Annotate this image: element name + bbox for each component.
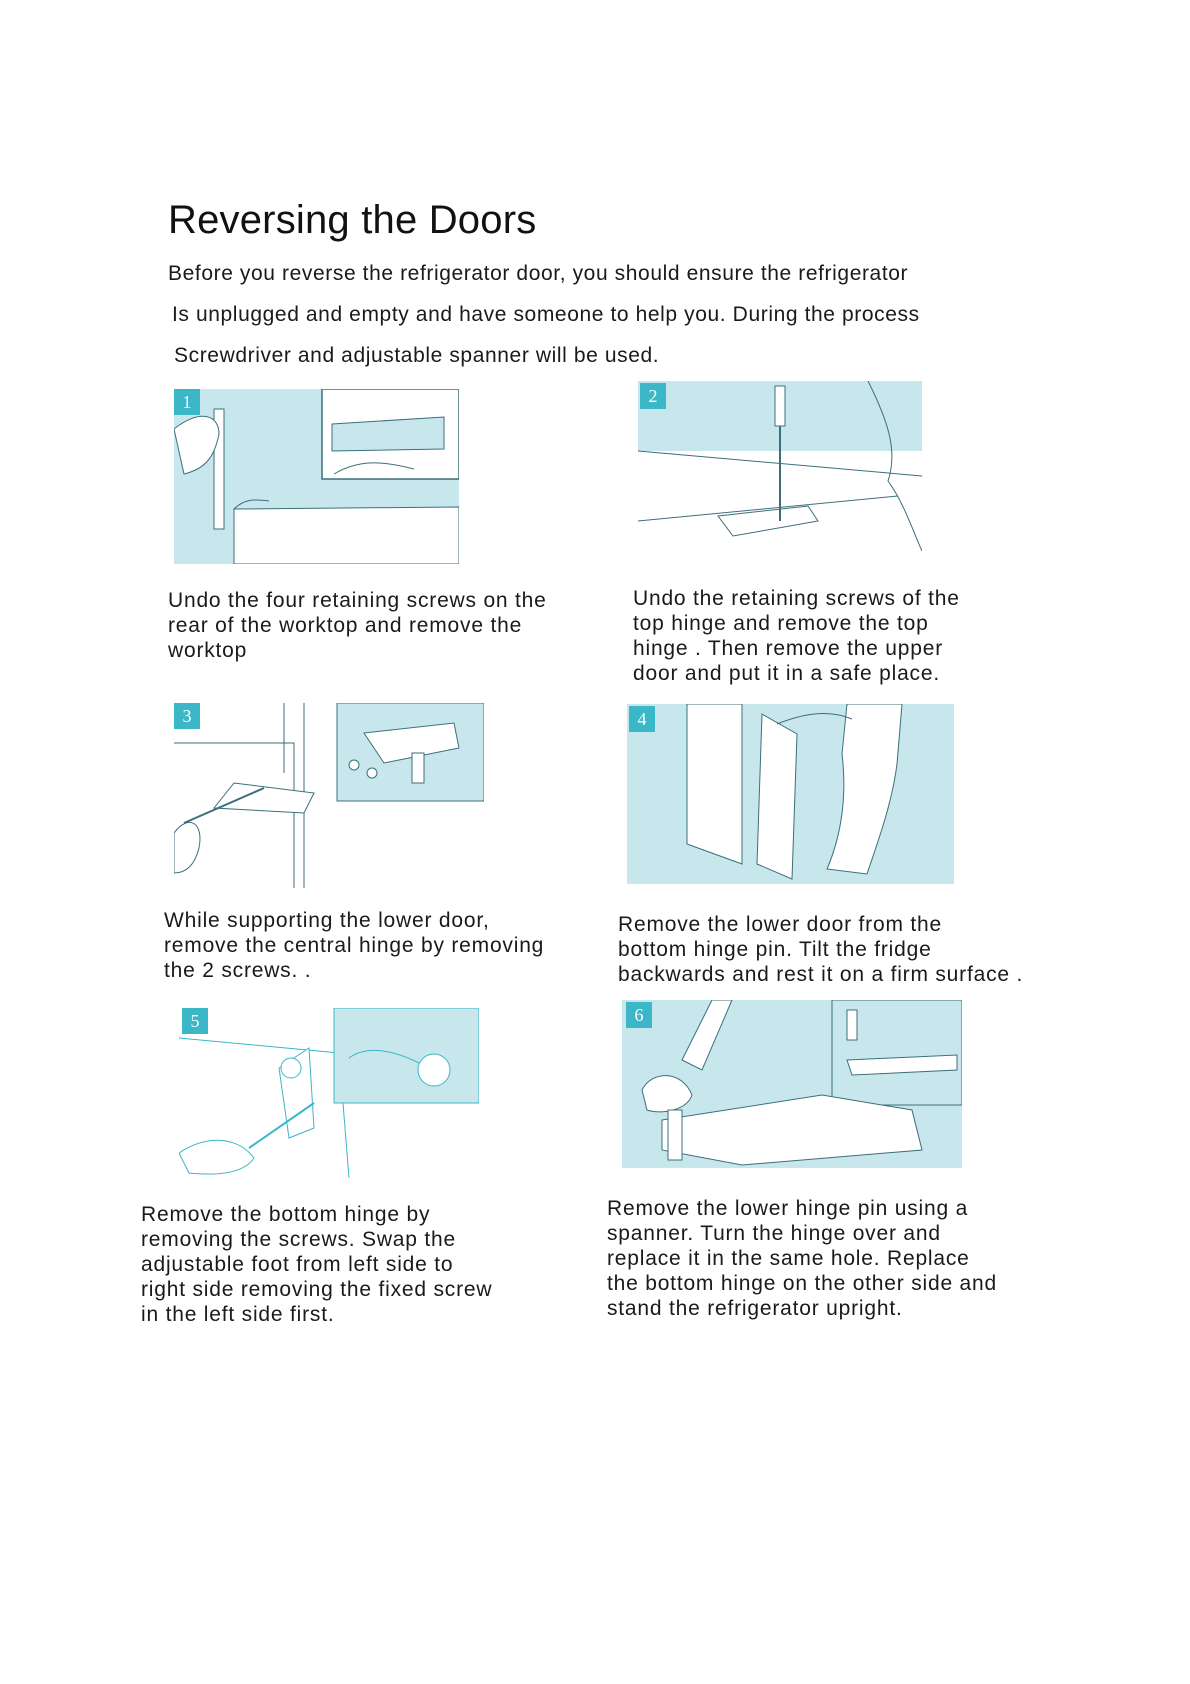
step-3-text: While supporting the lower door, remove the central hinge by removing the 2 screws. . bbox=[164, 909, 545, 982]
intro-line: Before you reverse the refrigerator door, you should ensure the refrigerator bbox=[168, 262, 909, 285]
intro-paragraph bbox=[168, 262, 1028, 385]
step-number-badge: 5 bbox=[182, 1008, 208, 1034]
page-title: Reversing the Doors bbox=[168, 198, 537, 242]
intro-line: Screwdriver and adjustable spanner will be used. bbox=[174, 344, 660, 367]
step-1-illustration bbox=[174, 389, 459, 564]
step-2-illustration bbox=[638, 381, 922, 566]
step-4-text: Remove the lower door from the bottom hinge pin. Tilt the fridge backwards and rest it on a firm surface . bbox=[618, 913, 1024, 986]
step-1-text: Undo the four retaining screws on the rear of the worktop and remove the worktop bbox=[168, 589, 547, 662]
step-3-illustration bbox=[174, 703, 484, 888]
step-5-text: Remove the bottom hinge by removing the screws. Swap the adjustable foot from left side to right side removing the fixed screw in the left side first. bbox=[141, 1203, 493, 1326]
step-number-badge: 6 bbox=[626, 1002, 652, 1028]
step-number-badge: 4 bbox=[629, 706, 655, 732]
step-4-illustration bbox=[627, 704, 954, 884]
step-number-badge: 3 bbox=[174, 703, 200, 729]
step-6-illustration bbox=[622, 1000, 962, 1168]
step-5-illustration bbox=[179, 1008, 479, 1178]
step-2-text: Undo the retaining screws of the top hinge and remove the top hinge . Then remove the upper door and put it in a safe place. bbox=[633, 587, 960, 685]
step-number-badge: 1 bbox=[174, 389, 200, 415]
step-6-text: Remove the lower hinge pin using a spanner. Turn the hinge over and replace it in the same hole. Replace the bottom hinge on the other side and stand the refrigerator upright. bbox=[607, 1197, 997, 1320]
intro-line: Is unplugged and empty and have someone to help you. During the process bbox=[172, 303, 920, 326]
step-number-badge: 2 bbox=[640, 383, 666, 409]
